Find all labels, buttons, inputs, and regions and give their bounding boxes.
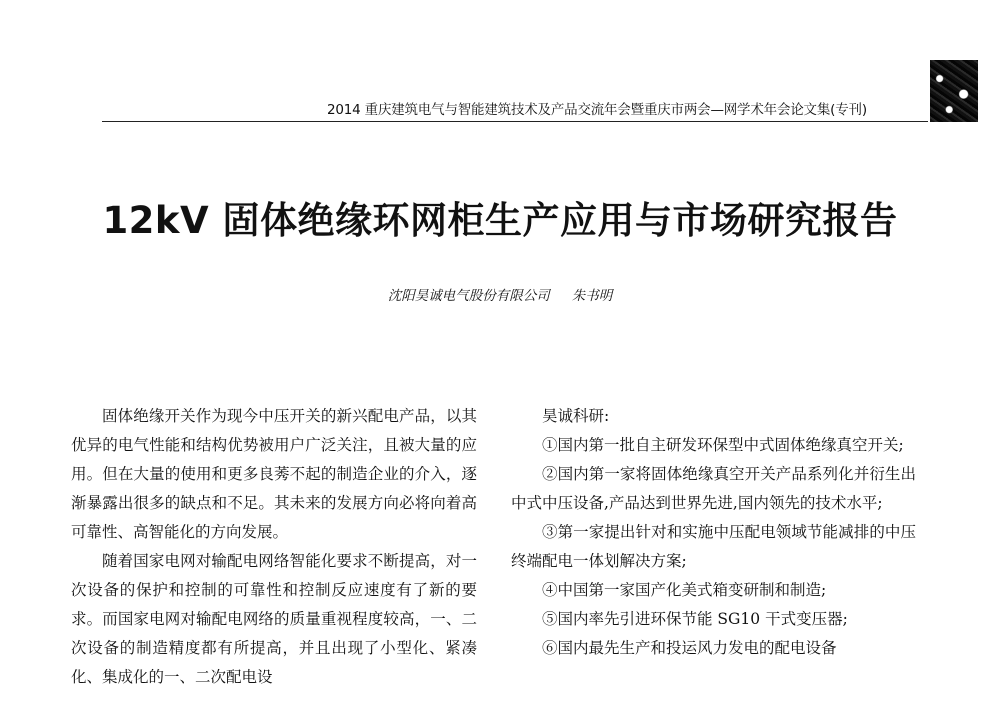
list-item-3: ③第一家提出针对和实施中压配电领域节能减排的中压终端配电一体划解决方案; <box>511 523 916 570</box>
scan-edge-mark <box>930 60 978 122</box>
left-column <box>71 402 477 692</box>
paper-title: 12kV 固体绝缘环网柜生产应用与市场研究报告 <box>102 199 898 242</box>
list-item-5: ⑤国内率先引进环保节能 SG10 干式变压器; <box>542 610 848 628</box>
author-name: 朱书明 <box>571 288 613 304</box>
header-rule <box>102 121 928 122</box>
body-paragraph-2: 随着国家电网对输配电网络智能化要求不断提高，对一次设备的保护和控制的可靠性和控制反应速度有了新的要求。而国家电网对输配电网络的质量重视程度较高，一、二次设备的制造精度都有所提高，并且出现了小型化、紧凑化、集成化的一、二次配电设 <box>71 552 477 686</box>
running-header: 2014 重庆建筑电气与智能建筑技术及产品交流年会暨重庆市两会—网学术年会论文集(专刊) <box>327 102 867 118</box>
byline <box>300 286 700 306</box>
list-lead: 昊诚科研: <box>542 407 610 425</box>
author-affiliation: 沈阳昊诚电气股份有限公司 <box>387 288 550 304</box>
right-column <box>511 402 916 663</box>
list-item-1: ①国内第一批自主研发环保型中式固体绝缘真空开关; <box>542 436 904 454</box>
list-item-2: ②国内第一家将固体绝缘真空开关产品系列化并衍生出中式中压设备,产品达到世界先进,国内领先的技术水平; <box>511 465 916 512</box>
body-paragraph-1: 固体绝缘开关作为现今中压开关的新兴配电产品，以其优异的电气性能和结构优势被用户广泛关注，且被大量的应用。但在大量的使用和更多良莠不起的制造企业的介入，逐渐暴露出很多的缺点和不足。其未来的发展方向必将向着高可靠性、高智能化的方向发展。 <box>71 407 477 541</box>
list-item-6: ⑥国内最先生产和投运风力发电的配电设备 <box>542 639 837 657</box>
list-item-4: ④中国第一家国产化美式箱变研制和制造; <box>542 581 827 599</box>
